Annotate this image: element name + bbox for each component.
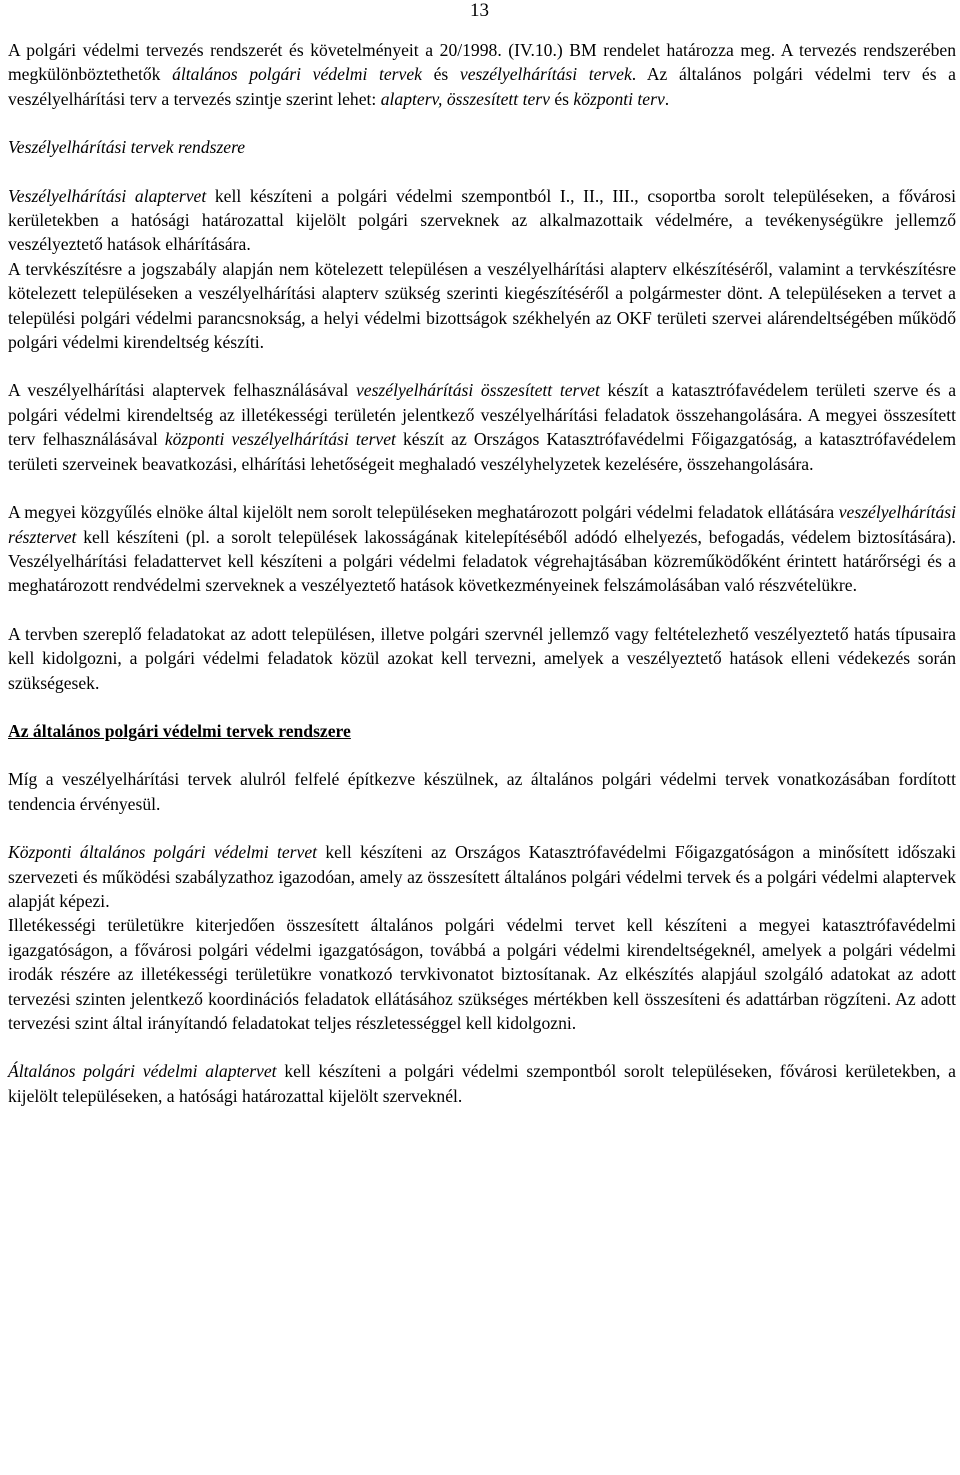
text-run: . [664, 88, 670, 109]
text-run: kell készíteni a polgári védelmi szempontból I., II., III., csoportba sorolt településeken, a fővárosi kerületekben a hatósági határozattal kijelölt polgári szerveknek az alkalmazottaik védelmére, a tevékenységükre jellemző veszélyeztető hatások elhárítására. [8, 185, 957, 255]
page-number: 13 [470, 0, 489, 21]
text-run: kell készíteni (pl. a sorolt települések lakosságának kitelepítéséből adódó elhelyezés, befogadás, védelem biztosítására). Veszélyelhárítási feladattervet kell készíteni a polgári védelmi feladatok végrehajtásában közreműködőként érintett határőrségi és a meghatározott rendvédelmi szerveknek a veszélyeztető hatások következményeinek felszámolásában való részvételükre. [8, 526, 956, 596]
text-run: és [421, 64, 460, 85]
text-run: A tervkészítésre a jogszabály alapján nem kötelezett településen a veszélyelhárítási alapterv elkészítéséről, valamint a tervkészítésre kötelezett településeken a veszélyelhárítási alapterv szükség szerinti kiegészítéséről a polgármester dönt. A településeken a tervet a települési polgári védelmi parancsnokság, a helyi védelmi bizottságok székhelyén az OKF területi szervei alárendeltségében működő polgári védelmi kirendeltség készíti. [8, 258, 956, 353]
text-run: készít az Országos Katasztrófavédelmi Főigazgatóság, a katasztrófavédelem területi szerveinek beavatkozási, elhárítási lehetőségeit meghaladó veszélyhelyzetek kezelésére, összehangolására. [8, 429, 957, 474]
text-run: . Az általános polgári védelmi terv és a veszélyelhárítási terv a tervezés szintje szerint lehet: [8, 64, 956, 109]
italic-text: Általános polgári védelmi alaptervet [8, 1061, 277, 1082]
section-heading: Az általános polgári védelmi tervek rendszere [8, 720, 351, 741]
paragraph [8, 840, 956, 913]
text-run: A tervben szereplő feladatokat az adott településen, illetve polgári szervnél jellemző vagy feltételezhető veszélyeztető hatás típusaira kell kidolgozni, a polgári védelmi feladatok közül azokat kell tervezni, amelyek a veszélyeztető hatások elleni védekezés során szükségesek. [8, 623, 956, 693]
text-run: A veszélyelhárítási alaptervek felhasználásával [8, 380, 356, 401]
italic-text: központi veszélyelhárítási tervet [164, 429, 396, 450]
section-heading: Veszélyelhárítási tervek rendszere [8, 137, 246, 158]
paragraph [8, 913, 956, 1035]
italic-text: veszélyelhárítási összesített tervet [355, 380, 600, 401]
paragraph [8, 184, 956, 257]
paragraph [8, 622, 956, 695]
text-run: A megyei közgyűlés elnöke által kijelölt nem sorolt településeken meghatározott polgári védelmi feladatok ellátására [8, 502, 839, 523]
text-run: A polgári védelmi tervezés rendszerét és követelményeit a 20/1998. (IV.10.) BM rendelet határozza meg. A tervezés rendszerében megkülönböztethetők [8, 40, 956, 85]
paragraph [8, 257, 956, 355]
italic-text: központi terv [573, 88, 665, 109]
text-run: kell készíteni az Országos Katasztrófavédelmi Főigazgatóságon a minősített időszaki szervezeti és működési szabályzathoz igazodóan, amely az összesített általános polgári védelmi tervek és a polgári védelmi alaptervek alapját képezi. [8, 842, 956, 911]
text-run: Illetékességi területükre kiterjedően összesített általános polgári védelmi tervet kell készíteni a megyei katasztrófavédelmi igazgatóságon, a fővárosi polgári védelmi igazgatóságon, továbbá a polgári védelmi kirendeltségeknél, amelyek a polgári védelmi irodák részére az illetékességi területükre vonatkozó tervkivonatot biztosítanak. Az elkészítés alapjául szolgáló adatokat az adott tervezési szinten jelentkező koordinációs feladatok ellátásához szükséges mértékben kell összesíteni és adattárban rögzíteni. Az adott tervezési szint által irányítandó feladatokat teljes részletességgel kell kidolgozni. [8, 915, 956, 1033]
text-run: kell készíteni a polgári védelmi szempontból sorolt településeken, fővárosi kerületekben, a kijelölt településeken, a hatósági határozattal kijelölt szerveknél. [8, 1061, 956, 1106]
paragraph [8, 1059, 956, 1108]
italic-text: veszélyelhárítási tervek [459, 64, 632, 85]
document-body [8, 38, 956, 1108]
italic-text: veszélyelhárítási résztervet [8, 502, 956, 547]
text-run: és [549, 88, 574, 109]
paragraph [8, 38, 956, 111]
italic-text: Központi általános polgári védelmi tervet [8, 842, 318, 863]
paragraph [8, 378, 956, 476]
text-run: készít a katasztrófavédelem területi szerve és a polgári védelmi kirendeltség az illetékességi területén jelentkező veszélyelhárítási feladatok összehangolására. A megyei összesített terv felhasználásával [8, 380, 957, 450]
text-run: Míg a veszélyelhárítási tervek alulról felfelé építkezve készülnek, az általános polgári védelmi tervek vonatkozásában fordított tendencia érvényesül. [8, 769, 956, 814]
italic-text: Veszélyelhárítási alaptervet [8, 185, 207, 206]
paragraph [8, 767, 956, 816]
italic-text: általános polgári védelmi tervek [172, 64, 422, 85]
italic-text: alapterv, összesített terv [380, 88, 550, 109]
paragraph [8, 500, 956, 598]
